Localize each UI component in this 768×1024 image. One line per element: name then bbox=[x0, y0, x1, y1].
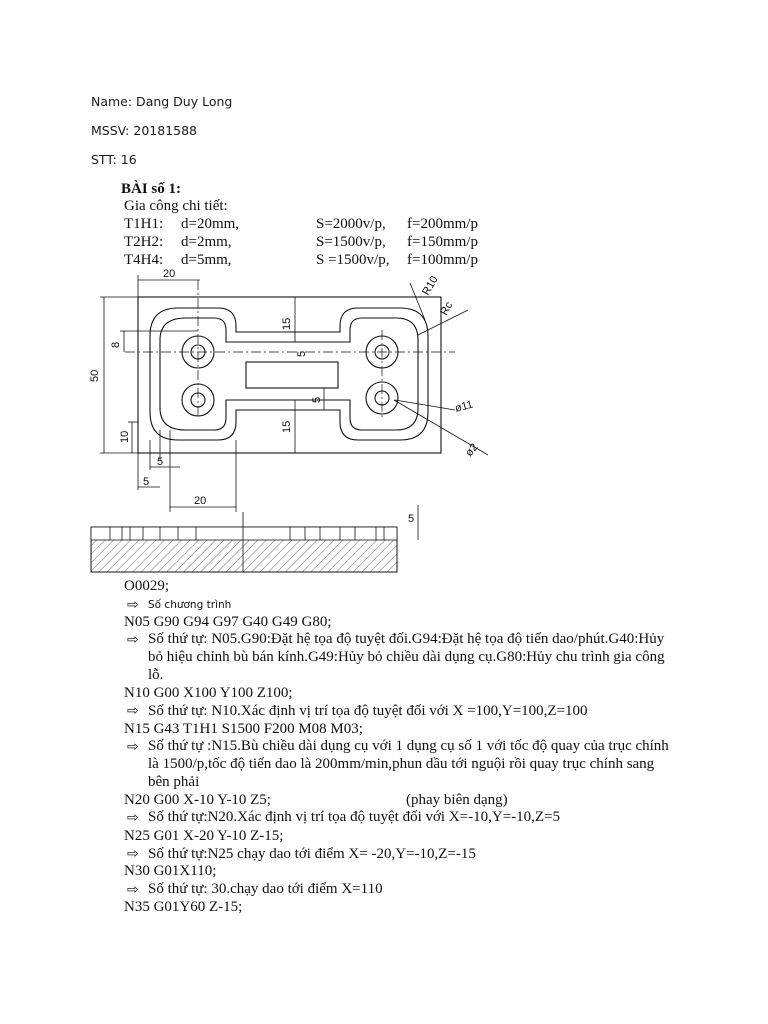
block-note: Số thứ tự: 30.chạy dao tới điểm X=110 bbox=[148, 881, 383, 897]
dim-text: 15 bbox=[281, 420, 293, 433]
tool-feed: f=150mm/p bbox=[407, 234, 478, 250]
program-number-note: Số chương trình bbox=[148, 599, 232, 611]
program-block: N35 G01Y60 Z-15; bbox=[124, 899, 243, 915]
dim-text: 5 bbox=[157, 456, 164, 468]
program-number: O0029; bbox=[124, 578, 169, 594]
block-note: lỗ. bbox=[148, 667, 164, 683]
tool-id: T1H1: bbox=[124, 216, 164, 232]
arrow-icon: ⇨ bbox=[127, 739, 139, 755]
program-block: N15 G43 T1H1 S1500 F200 M08 M03; bbox=[124, 721, 363, 737]
arrow-icon: ⇨ bbox=[127, 810, 139, 826]
dim-text: Rc bbox=[438, 299, 456, 318]
block-note: Số thứ tự:N20.Xác định vị trí tọa độ tuyệt đối với X=-10,Y=-10,Z=5 bbox=[148, 809, 561, 825]
tool-speed: S=2000v/p, bbox=[316, 216, 386, 232]
student-id: MSSV: 20181588 bbox=[91, 123, 197, 138]
block-note: Số thứ tự: N05.G90:Đặt hệ tọa độ tuyệt đối.G94:Đặt hệ tọa độ tiến dao/phút.G40:Hủy bbox=[148, 631, 665, 647]
dim-text: 10 bbox=[119, 430, 131, 443]
dim-text: ø11 bbox=[453, 398, 475, 415]
program-block: N25 G01 X-20 Y-10 Z-15; bbox=[124, 828, 284, 844]
program-block: N10 G00 X100 Y100 Z100; bbox=[124, 685, 293, 701]
dim-text: 20 bbox=[194, 495, 207, 507]
center-slot bbox=[246, 362, 338, 388]
block-note: Số thứ tự:N25 chạy dao tới điểm X= -20,Y=-10,Z=-15 bbox=[148, 846, 476, 862]
arrow-icon: ⇨ bbox=[127, 882, 139, 898]
tool-id: T4H4: bbox=[124, 252, 164, 268]
exercise-subtitle: Gia công chi tiết: bbox=[124, 198, 228, 214]
block-note: bên phải bbox=[148, 774, 200, 790]
tool-feed: f=200mm/p bbox=[407, 216, 478, 232]
program-block: N30 G01X110; bbox=[124, 863, 217, 879]
tool-diameter: d=5mm, bbox=[181, 252, 232, 268]
tool-feed: f=100mm/p bbox=[407, 252, 478, 268]
block-note: Số thứ tự :N15.Bù chiều dài dụng cụ với 1 dụng cụ số 1 với tốc độ quay của trục chính bbox=[148, 738, 669, 754]
tool-diameter: d=20mm, bbox=[181, 216, 240, 232]
student-name: Name: Dang Duy Long bbox=[91, 94, 233, 109]
dim-text: ø2 bbox=[463, 441, 481, 459]
block-note: Số thứ tự: N10.Xác định vị trí tọa độ tuyệt đối với X =100,Y=100,Z=100 bbox=[148, 703, 588, 719]
dim-text: 15 bbox=[281, 317, 293, 330]
dim-text: 5 bbox=[296, 350, 308, 357]
tool-speed: S =1500v/p, bbox=[316, 252, 390, 268]
dim-text: 5 bbox=[143, 476, 150, 488]
arrow-icon: ⇨ bbox=[127, 597, 139, 613]
inner-profile bbox=[160, 318, 418, 430]
dim-text: 8 bbox=[110, 341, 122, 348]
dim-text: R10 bbox=[420, 274, 441, 298]
section-view bbox=[91, 512, 397, 572]
program-block: N20 G00 X-10 Y-10 Z5; bbox=[124, 792, 271, 808]
program-block: N05 G90 G94 G97 G40 G49 G80; bbox=[124, 614, 332, 630]
tool-speed: S=1500v/p, bbox=[316, 234, 386, 250]
block-note: bỏ hiệu chỉnh bù bán kính.G49:Hủy bỏ chiều dài dụng cụ.G80:Hủy chu trình gia công bbox=[148, 649, 665, 665]
arrow-icon: ⇨ bbox=[127, 703, 139, 719]
dim-text: 20 bbox=[163, 268, 176, 280]
dim-text: 5 bbox=[311, 396, 323, 403]
tool-diameter: d=2mm, bbox=[181, 234, 232, 250]
arrow-icon: ⇨ bbox=[127, 632, 139, 648]
exercise-title: BÀI số 1: bbox=[121, 181, 182, 197]
dim-text: 5 bbox=[408, 513, 415, 525]
block-comment: (phay biên dạng) bbox=[406, 792, 508, 808]
tool-id: T2H2: bbox=[124, 234, 164, 250]
dim-text: 50 bbox=[89, 369, 101, 382]
block-note: là 1500/p,tốc độ tiến dao là 200mm/min,phun dầu tới nguội rồi quay trục chính sang bbox=[148, 756, 655, 772]
arrow-icon: ⇨ bbox=[127, 846, 139, 862]
student-number: STT: 16 bbox=[91, 152, 137, 167]
